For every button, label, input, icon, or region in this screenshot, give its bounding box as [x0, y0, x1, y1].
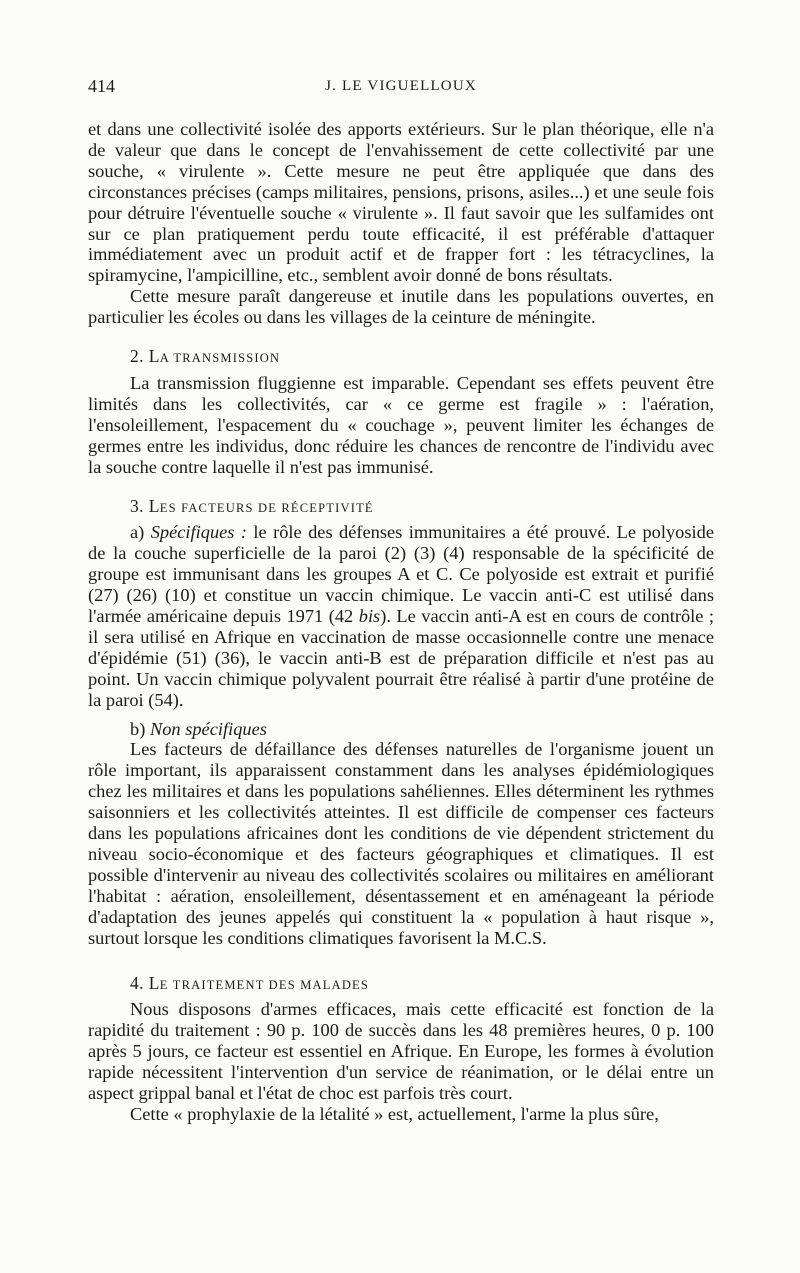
section-number: 3.	[130, 495, 149, 516]
running-head: J. LE VIGUELLOUX	[325, 78, 477, 94]
page-header	[88, 76, 714, 100]
paragraph-non-specific-factors: Les facteurs de défaillance des défenses naturelles de l'organisme jouent un rôle important, ils apparaissent constamment dans les analyses épidémiologiques chez les militaires et dans les populations sahéliennes. Elles déterminent les rythmes saisonniers et les collectivités atteintes. Il est difficile de compenser ces facteurs dans les populations africaines dont les conditions de vie dépendent strictement du niveau socio-économique et des facteurs géographiques et climatiques. Il est possible d'intervenir au niveau des collectivités scolaires ou militaires en améliorant l'habitat : aération, ensoleillement, désentassement et en aménageant la période d'adaptation des jeunes appelés qui constituent la « population à haut risque », surtout lorsque les conditions climatiques favorisent la M.C.S.	[88, 739, 714, 948]
section-number: 2.	[130, 346, 149, 367]
subsection-title: Spécifiques :	[150, 522, 247, 543]
subsection-title: Non spécifiques	[149, 718, 267, 739]
page-number: 414	[88, 76, 115, 96]
section-title-rest: A TRANSMISSION	[159, 351, 281, 366]
section-heading-receptivity	[130, 496, 714, 519]
section-heading-transmission	[130, 346, 714, 369]
paragraph-text-part2: ). Le vaccin anti-A est en cours de contrôle ; il sera utilisé en Afrique en vaccination de masse occasionnelle contre une menace d'épidémie (51) (36), le vaccin anti-B est de préparation difficile et n'est pas au point. Un vaccin chimique polyvalent pourrait être réalisé à partir d'une protéine de la paroi (54).	[88, 606, 714, 710]
paragraph-continuation: et dans une collectivité isolée des apports extérieurs. Sur le plan théorique, elle n'a de valeur que dans le concept de l'envahissement de cette collectivité par une souche, « virulente ». Cette mesure ne peut être appliquée que dans des circonstances précises (camps militaires, pensions, prisons, asiles...) et une seule fois pour détruire l'éventuelle souche « virulente ». Il faut savoir que les sulfamides ont sur ce plan pratiquement perdu toute efficacité, il est préférable d'attaquer immédiatement avec un produit actif et de frapper fort : les tétracyclines, la spiramycine, l'ampicilline, etc., semblent avoir donné de bons résultats.	[88, 119, 714, 286]
section-title-initial: L	[148, 972, 160, 993]
paragraph-open-populations: Cette mesure paraît dangereuse et inutile dans les populations ouvertes, en particulier les écoles ou dans les villages de la ceinture de méningite.	[88, 286, 714, 328]
subsection-label: b)	[130, 718, 146, 739]
paragraph-treatment: Nous disposons d'armes efficaces, mais cette efficacité est fonction de la rapidité du traitement : 90 p. 100 de succès dans les 48 premières heures, 0 p. 100 après 5 jours, ce facteur est essentiel en Afrique. En Europe, les formes à évolution rapide nécessitent l'intervention d'un service de réanimation, or le délai entre un aspect grippal banal et l'état de choc est parfois très court.	[88, 999, 714, 1104]
bis-italic: bis	[358, 606, 381, 627]
subsection-label: a)	[130, 522, 145, 543]
paragraph-specific-factors	[88, 522, 714, 710]
paragraph-lethality: Cette « prophylaxie de la létalité » est, actuellement, l'arme la plus sûre,	[130, 1103, 659, 1124]
section-heading-treatment	[130, 973, 714, 996]
section-title-rest: E TRAITEMENT DES MALADES	[159, 977, 370, 992]
section-title-initial: L	[148, 346, 160, 367]
section-title-initial: L	[148, 495, 160, 516]
body-text	[88, 119, 714, 1125]
section-title-rest: ES FACTEURS DE RÉCEPTIVITÉ	[159, 500, 374, 515]
paragraph-text-part1: le rôle des défenses immunitaires a été prouvé. Le polyoside de la couche superficielle de la paroi (2) (3) (4) responsable de la spécificité de groupe est immunisant dans les groupes A et C. Ce polyoside est extrait et purifié (27) (26) (10) et constitue un vaccin chimique. Le vaccin anti-C est utilisé dans l'armée américaine depuis 1971 (42	[88, 522, 714, 627]
section-number: 4.	[130, 972, 149, 993]
paragraph-transmission: La transmission fluggienne est imparable. Cependant ses effets peuvent être limités dans les collectivités, car « ce germe est fragile » : l'aération, l'ensoleillement, l'espacement du « couchage », peuvent limiter les échanges de germes entre les individus, donc réduire les chances de rencontre de l'individu avec la souche contre laquelle il n'est pas immunisé.	[88, 372, 714, 477]
subsection-heading-non-specific	[130, 719, 714, 740]
